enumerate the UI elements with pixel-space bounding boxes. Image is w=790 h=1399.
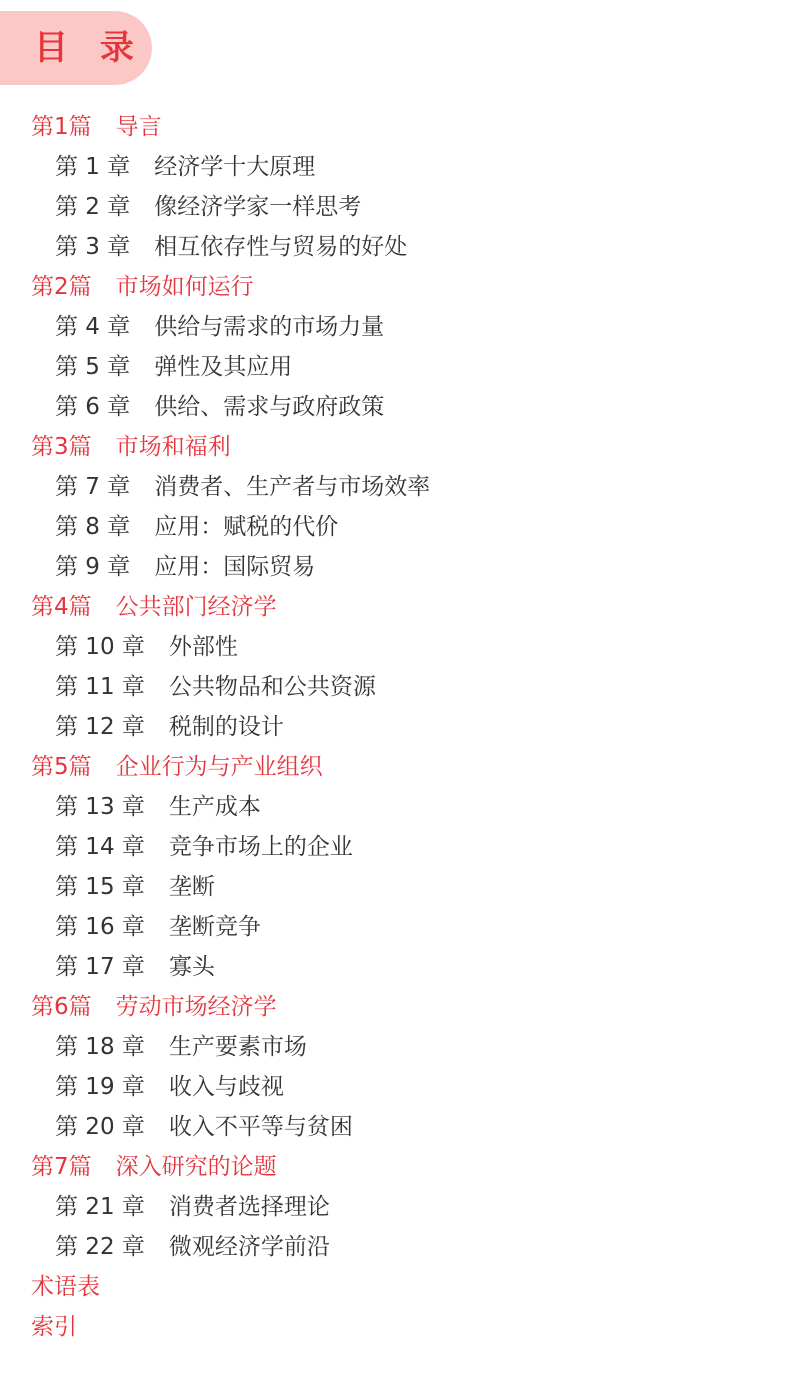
chapter-title: 垄断 (168, 874, 215, 900)
chapter-title: 微观经济学前沿 (168, 1234, 330, 1260)
toc-list (0, 107, 790, 1347)
toc-chapter-entry[interactable] (0, 227, 790, 267)
part-title: 市场如何运行 (115, 274, 254, 300)
chapter-number: 第 18 章 (55, 1034, 145, 1060)
toc-chapter-entry[interactable] (0, 1227, 790, 1267)
part-title: 术语表 (31, 1274, 100, 1300)
chapter-number: 第 10 章 (55, 634, 145, 660)
chapter-title: 消费者选择理论 (168, 1194, 330, 1220)
chapter-title: 供给与需求的市场力量 (154, 314, 385, 340)
chapter-number: 第 3 章 (55, 234, 131, 260)
chapter-number: 第 6 章 (55, 394, 131, 420)
toc-chapter-entry[interactable] (0, 1107, 790, 1147)
chapter-number: 第 13 章 (55, 794, 145, 820)
chapter-number: 第 11 章 (55, 674, 145, 700)
toc-chapter-entry[interactable] (0, 947, 790, 987)
chapter-title: 税制的设计 (168, 714, 284, 740)
part-title: 索引 (31, 1314, 77, 1340)
toc-chapter-entry[interactable] (0, 347, 790, 387)
toc-chapter-entry[interactable] (0, 1187, 790, 1227)
toc-chapter-entry[interactable] (0, 787, 790, 827)
chapter-title: 收入不平等与贫困 (168, 1114, 353, 1140)
toc-chapter-entry[interactable] (0, 1067, 790, 1107)
chapter-title: 外部性 (168, 634, 238, 660)
toc-chapter-entry[interactable] (0, 307, 790, 347)
toc-chapter-entry[interactable] (0, 1027, 790, 1067)
part-title: 公共部门经济学 (115, 594, 277, 620)
toc-part-entry[interactable] (0, 747, 790, 787)
toc-chapter-entry[interactable] (0, 187, 790, 227)
chapter-number: 第 1 章 (55, 154, 131, 180)
chapter-number: 第 16 章 (55, 914, 145, 940)
chapter-title: 弹性及其应用 (154, 354, 293, 380)
chapter-number: 第 20 章 (55, 1114, 145, 1140)
chapter-title: 寡头 (168, 954, 215, 980)
chapter-number: 第 7 章 (55, 474, 131, 500)
toc-part-entry[interactable] (0, 1267, 790, 1307)
chapter-number: 第 8 章 (55, 514, 131, 540)
part-number: 第5篇 (31, 754, 92, 780)
chapter-number: 第 22 章 (55, 1234, 145, 1260)
toc-chapter-entry[interactable] (0, 907, 790, 947)
toc-header-banner (0, 11, 152, 85)
toc-chapter-entry[interactable] (0, 827, 790, 867)
toc-chapter-entry[interactable] (0, 867, 790, 907)
part-number: 第4篇 (31, 594, 92, 620)
chapter-number: 第 12 章 (55, 714, 145, 740)
chapter-number: 第 17 章 (55, 954, 145, 980)
chapter-title: 生产要素市场 (168, 1034, 307, 1060)
chapter-number: 第 14 章 (55, 834, 145, 860)
chapter-title: 消费者、生产者与市场效率 (154, 474, 431, 500)
chapter-title: 应用：国际贸易 (154, 554, 316, 580)
toc-part-entry[interactable] (0, 587, 790, 627)
toc-chapter-entry[interactable] (0, 507, 790, 547)
toc-chapter-entry[interactable] (0, 547, 790, 587)
part-number: 第3篇 (31, 434, 92, 460)
chapter-title: 供给、需求与政府政策 (154, 394, 385, 420)
toc-chapter-entry[interactable] (0, 707, 790, 747)
toc-chapter-entry[interactable] (0, 147, 790, 187)
toc-title: 目 录 (34, 28, 144, 68)
part-number: 第7篇 (31, 1154, 92, 1180)
chapter-title: 公共物品和公共资源 (168, 674, 376, 700)
chapter-number: 第 5 章 (55, 354, 131, 380)
part-number: 第6篇 (31, 994, 92, 1020)
chapter-number: 第 15 章 (55, 874, 145, 900)
part-title: 深入研究的论题 (115, 1154, 277, 1180)
toc-part-entry[interactable] (0, 427, 790, 467)
part-title: 企业行为与产业组织 (115, 754, 323, 780)
chapter-title: 像经济学家一样思考 (154, 194, 362, 220)
toc-chapter-entry[interactable] (0, 627, 790, 667)
chapter-number: 第 2 章 (55, 194, 131, 220)
chapter-title: 相互依存性与贸易的好处 (154, 234, 408, 260)
toc-part-entry[interactable] (0, 267, 790, 307)
chapter-title: 收入与歧视 (168, 1074, 284, 1100)
toc-chapter-entry[interactable] (0, 387, 790, 427)
toc-chapter-entry[interactable] (0, 667, 790, 707)
toc-chapter-entry[interactable] (0, 467, 790, 507)
chapter-title: 经济学十大原理 (154, 154, 316, 180)
chapter-title: 垄断竞争 (168, 914, 261, 940)
part-number: 第2篇 (31, 274, 92, 300)
part-title: 导言 (115, 114, 162, 140)
chapter-number: 第 4 章 (55, 314, 131, 340)
toc-part-entry[interactable] (0, 1147, 790, 1187)
chapter-title: 应用：赋税的代价 (154, 514, 339, 540)
chapter-title: 竞争市场上的企业 (168, 834, 353, 860)
chapter-title: 生产成本 (168, 794, 261, 820)
part-number: 第1篇 (31, 114, 92, 140)
part-title: 劳动市场经济学 (115, 994, 277, 1020)
toc-part-entry[interactable] (0, 987, 790, 1027)
chapter-number: 第 9 章 (55, 554, 131, 580)
toc-part-entry[interactable] (0, 107, 790, 147)
chapter-number: 第 21 章 (55, 1194, 145, 1220)
toc-part-entry[interactable] (0, 1307, 790, 1347)
part-title: 市场和福利 (115, 434, 231, 460)
chapter-number: 第 19 章 (55, 1074, 145, 1100)
